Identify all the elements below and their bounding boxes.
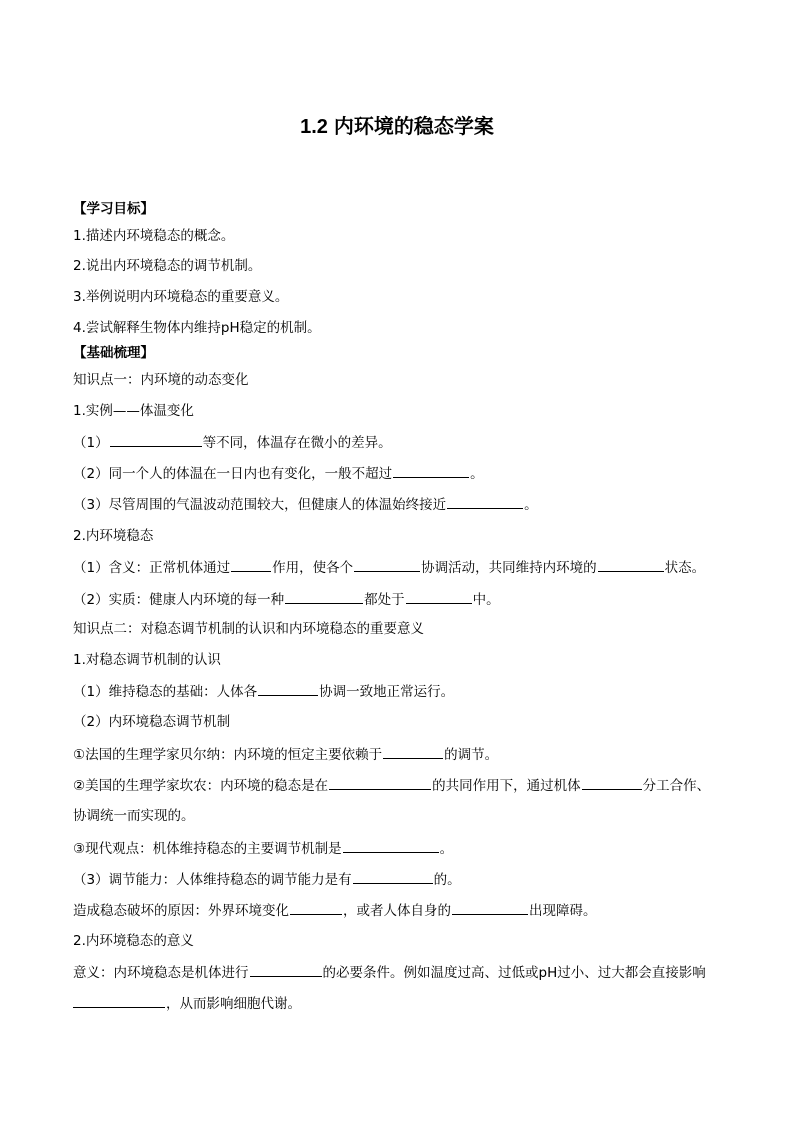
section-heading-objectives: 【学习目标】 bbox=[73, 201, 154, 217]
section-heading-basics: 【基础梳理】 bbox=[73, 345, 154, 361]
answer-blank[interactable] bbox=[343, 838, 439, 853]
answer-blank[interactable] bbox=[353, 869, 433, 884]
answer-blank[interactable] bbox=[110, 432, 202, 447]
answer-blank[interactable] bbox=[258, 681, 318, 696]
title-number: 1.2 bbox=[300, 116, 328, 138]
subheading: 1.实例——体温变化 bbox=[73, 403, 194, 419]
objective-item: 2.说出内环境稳态的调节机制。 bbox=[73, 258, 262, 274]
answer-blank[interactable] bbox=[231, 557, 271, 572]
knowledge-point-2-heading: 知识点二：对稳态调节机制的认识和内环境稳态的重要意义 bbox=[73, 621, 424, 637]
answer-blank[interactable] bbox=[452, 900, 528, 915]
answer-blank[interactable] bbox=[250, 962, 322, 977]
question-line: ②美国的生理学家坎农：内环境的稳态是在 的共同作用下，通过机体 分工合作、 bbox=[73, 775, 710, 796]
question-line: ③现代观点：机体维持稳态的主要调节机制是 。 bbox=[73, 838, 453, 859]
objective-item: 1.描述内环境稳态的概念。 bbox=[73, 228, 235, 244]
subheading: 2.内环境稳态 bbox=[73, 528, 154, 544]
answer-blank[interactable] bbox=[329, 775, 431, 790]
answer-blank[interactable] bbox=[598, 557, 664, 572]
question-line: （1）维持稳态的基础：人体各 协调一致地正常运行。 bbox=[73, 681, 454, 702]
objective-item: 4.尝试解释生物体内维持pH稳定的机制。 bbox=[73, 320, 321, 336]
question-line: 意义：内环境稳态是机体进行 的必要条件。例如温度过高、过低或pH过小、过大都会直接影响 bbox=[73, 962, 706, 983]
answer-blank[interactable] bbox=[393, 463, 469, 478]
question-line: （3）尽管周围的气温波动范围较大，但健康人的体温始终接近 。 bbox=[73, 494, 538, 515]
answer-blank[interactable] bbox=[383, 744, 443, 759]
question-line: （1）含义：正常机体通过 作用，使各个 协调活动，共同维持内环境的 状态。 bbox=[73, 557, 705, 578]
answer-blank[interactable] bbox=[290, 900, 342, 915]
question-line: 造成稳态破坏的原因：外界环境变化 ，或者人体自身的 出现障碍。 bbox=[73, 900, 597, 921]
page-title bbox=[0, 112, 794, 141]
answer-blank[interactable] bbox=[447, 494, 523, 509]
question-line: 协调统一而实现的。 bbox=[73, 808, 195, 824]
question-line: ，从而影响细胞代谢。 bbox=[73, 993, 301, 1014]
question-line: （2）内环境稳态调节机制 bbox=[73, 714, 231, 730]
question-line: （3）调节能力：人体维持稳态的调节能力是有 的。 bbox=[73, 869, 461, 890]
title-text: 内环境的稳态学案 bbox=[333, 114, 494, 138]
question-line: （2）实质：健康人内环境的每一种 都处于 中。 bbox=[73, 589, 500, 610]
question-line: （2）同一个人的体温在一日内也有变化，一般不超过 。 bbox=[73, 463, 484, 484]
subheading: 1.对稳态调节机制的认识 bbox=[73, 652, 221, 668]
answer-blank[interactable] bbox=[582, 775, 642, 790]
answer-blank[interactable] bbox=[406, 589, 472, 604]
answer-blank[interactable] bbox=[285, 589, 363, 604]
answer-blank[interactable] bbox=[354, 557, 420, 572]
knowledge-point-1-heading: 知识点一：内环境的动态变化 bbox=[73, 372, 249, 388]
question-line: （1） 等不同，体温存在微小的差异。 bbox=[73, 432, 392, 453]
answer-blank[interactable] bbox=[73, 993, 165, 1008]
question-line: ①法国的生理学家贝尔纳：内环境的恒定主要依赖于 的调节。 bbox=[73, 744, 498, 765]
subheading: 2.内环境稳态的意义 bbox=[73, 933, 194, 949]
objective-item: 3.举例说明内环境稳态的重要意义。 bbox=[73, 289, 289, 305]
